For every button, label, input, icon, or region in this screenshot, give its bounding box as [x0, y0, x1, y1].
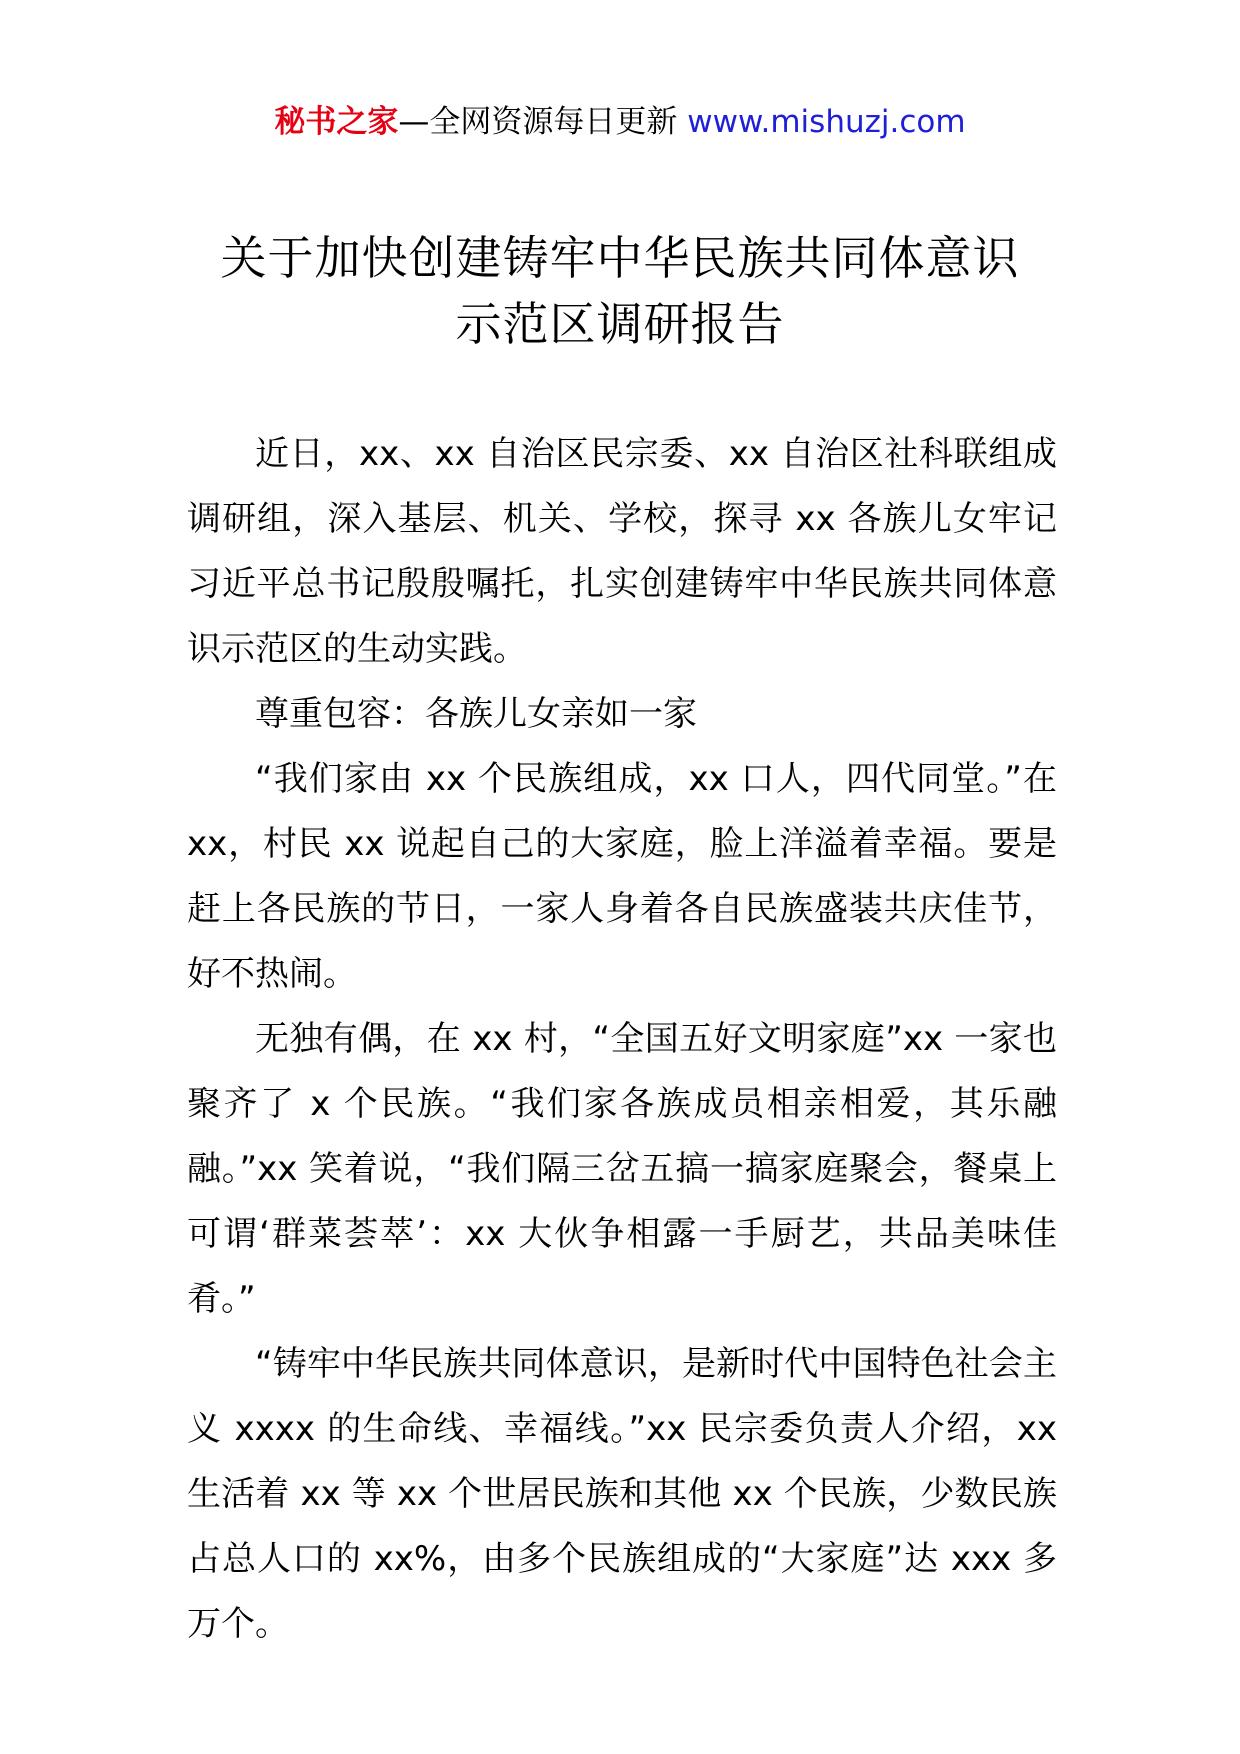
site-header	[0, 100, 1240, 144]
site-slogan: —全网资源每日更新	[398, 104, 688, 140]
title-line-2: 示范区调研报告	[455, 297, 785, 351]
document-title	[0, 225, 1240, 357]
document-body	[187, 422, 1057, 1657]
site-brand: 秘书之家	[274, 104, 399, 140]
paragraph-intro: 近日，xx、xx 自治区民宗委、xx 自治区社科联组成调研组，深入基层、机关、学校，探寻 xx 各族儿女牢记习近平总书记殷殷嘱托，扎实创建铸牢中华民族共同体意识示范区的生动实践。	[187, 434, 1057, 669]
section-heading: 尊重包容：各族儿女亲如一家	[255, 694, 697, 734]
paragraph: 无独有偶，在 xx 村，“全国五好文明家庭”xx 一家也聚齐了 x 个民族。“我们家各族成员相亲相爱，其乐融融。”xx 笑着说，“我们隔三岔五搞一搞家庭聚会，餐桌上可谓‘群菜荟萃’：xx 大伙争相露一手厨艺，共品美味佳肴。”	[187, 1019, 1057, 1319]
paragraph: “铸牢中华民族共同体意识，是新时代中国特色社会主义 xxxx 的生命线、幸福线。”xx 民宗委负责人介绍，xx 生活着 xx 等 xx 个世居民族和其他 xx 个民族，少数民族占总人口的 xx%，由多个民族组成的“大家庭”达 xxx 多万个。	[187, 1344, 1057, 1644]
paragraph: “我们家由 xx 个民族组成，xx 口人，四代同堂。”在 xx，村民 xx 说起自己的大家庭，脸上洋溢着幸福。要是赶上各民族的节日，一家人身着各自民族盛装共庆佳节，好不热闹。	[187, 759, 1057, 994]
title-line-1: 关于加快创建铸牢中华民族共同体意识	[220, 231, 1020, 285]
site-url-link[interactable]: www.mishuzj.com	[687, 104, 966, 140]
